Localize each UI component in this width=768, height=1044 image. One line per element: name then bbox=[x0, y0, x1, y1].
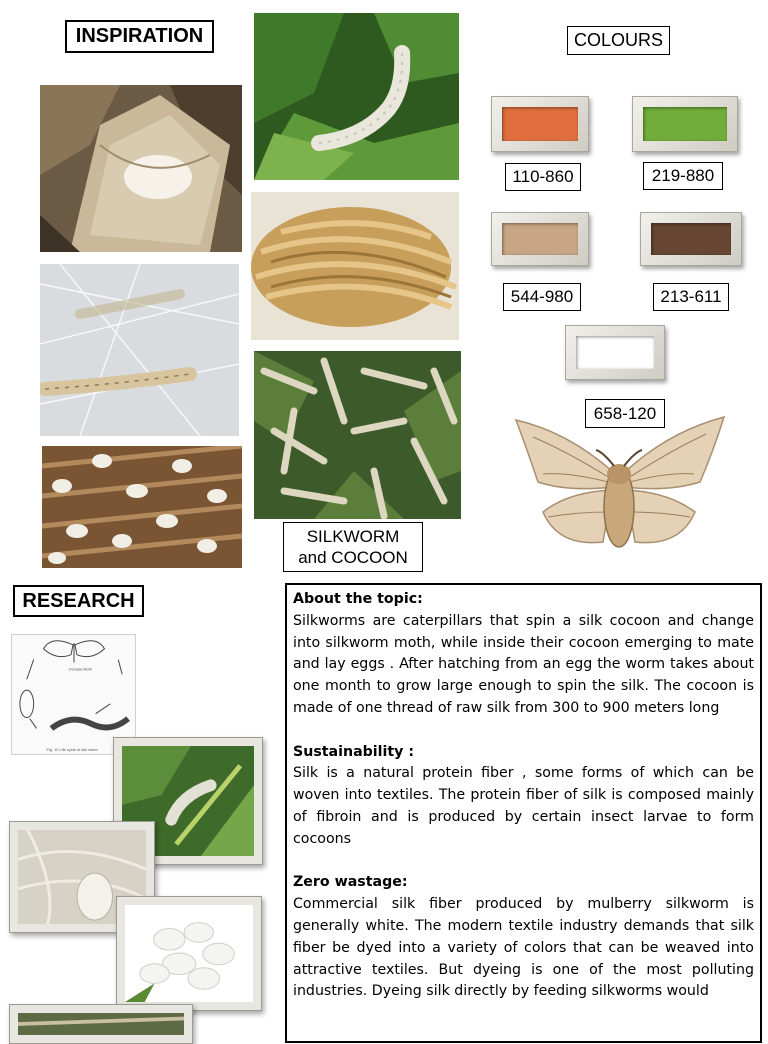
research-photo-white-cocoons-inner bbox=[125, 905, 253, 1002]
svg-text:Female Moth: Female Moth bbox=[69, 666, 92, 672]
swatch-code-orange: 110-860 bbox=[505, 163, 581, 191]
silkworm-on-leaf-photo bbox=[254, 13, 459, 180]
research-text-box bbox=[285, 583, 762, 1043]
zero-wastage-heading: Zero wastage: bbox=[293, 874, 408, 891]
research-title: RESEARCH bbox=[13, 585, 144, 617]
swatch-brown-fill bbox=[651, 223, 731, 255]
swatch-code-white: 658-120 bbox=[585, 399, 665, 428]
inspiration-title: INSPIRATION bbox=[65, 20, 214, 53]
research-photo-bottom-inner bbox=[18, 1013, 184, 1035]
silkworm-cocoon-label: SILKWORM and COCOON bbox=[283, 522, 423, 572]
zero-wastage-body: Commercial silk fiber produced by mulberry silkworm is generally white. The modern textile industry demands that silk fiber be dyed into a variety of colors that can be weaved into attractive textiles. But dyeing is one of the most polluting industries. Dyeing silk directly by feeding silkworms would bbox=[293, 896, 754, 1000]
swatch-code-brown: 213-611 bbox=[653, 283, 729, 311]
silkworms-feeding-photo bbox=[254, 351, 461, 519]
swatch-code-green: 219-880 bbox=[643, 162, 723, 190]
cocoon-in-leaves-photo bbox=[40, 85, 242, 252]
spacer bbox=[293, 720, 754, 742]
silk-yarn-photo bbox=[251, 192, 459, 340]
research-photo-white-cocoons bbox=[116, 896, 262, 1011]
silkworms-on-silk-photo bbox=[40, 264, 239, 436]
swatch-green bbox=[632, 96, 738, 152]
swatch-white-fill bbox=[576, 336, 654, 369]
swatch-orange-fill bbox=[502, 107, 578, 141]
swatch-brown bbox=[640, 212, 742, 266]
swatch-tan-fill bbox=[502, 223, 578, 255]
swatch-white bbox=[565, 325, 665, 380]
silk-moth-image bbox=[508, 412, 730, 568]
research-photo-bottom bbox=[9, 1004, 193, 1044]
swatch-green-fill bbox=[643, 107, 727, 141]
cocoons-on-straw-photo bbox=[42, 446, 242, 568]
spacer bbox=[293, 851, 754, 873]
sustainability-body: Silk is a natural protein fiber , some forms of which can be woven into textiles. The protein fiber of silk is composed mainly of fibroin and is produced by certain insect larvae to form cocoons bbox=[293, 765, 754, 847]
swatch-tan bbox=[491, 212, 589, 266]
about-body: Silkworms are caterpillars that spin a silk cocoon and change into silkworm moth, while inside their cocoon emerging to mate and lay eggs . After hatching from an egg the worm takes about one month to grow large enough to spin the silk. The cocoon is made of one thread of raw silk from 300 to 900 meters long bbox=[293, 612, 754, 716]
swatch-code-tan: 544-980 bbox=[503, 283, 581, 311]
sustainability-heading: Sustainability : bbox=[293, 743, 415, 760]
swatch-orange bbox=[491, 96, 589, 152]
svg-text:Fig. 10 Life cycle of silk wor: Fig. 10 Life cycle of silk worm bbox=[46, 747, 98, 753]
about-heading: About the topic: bbox=[293, 591, 423, 607]
colours-title: COLOURS bbox=[567, 26, 670, 55]
